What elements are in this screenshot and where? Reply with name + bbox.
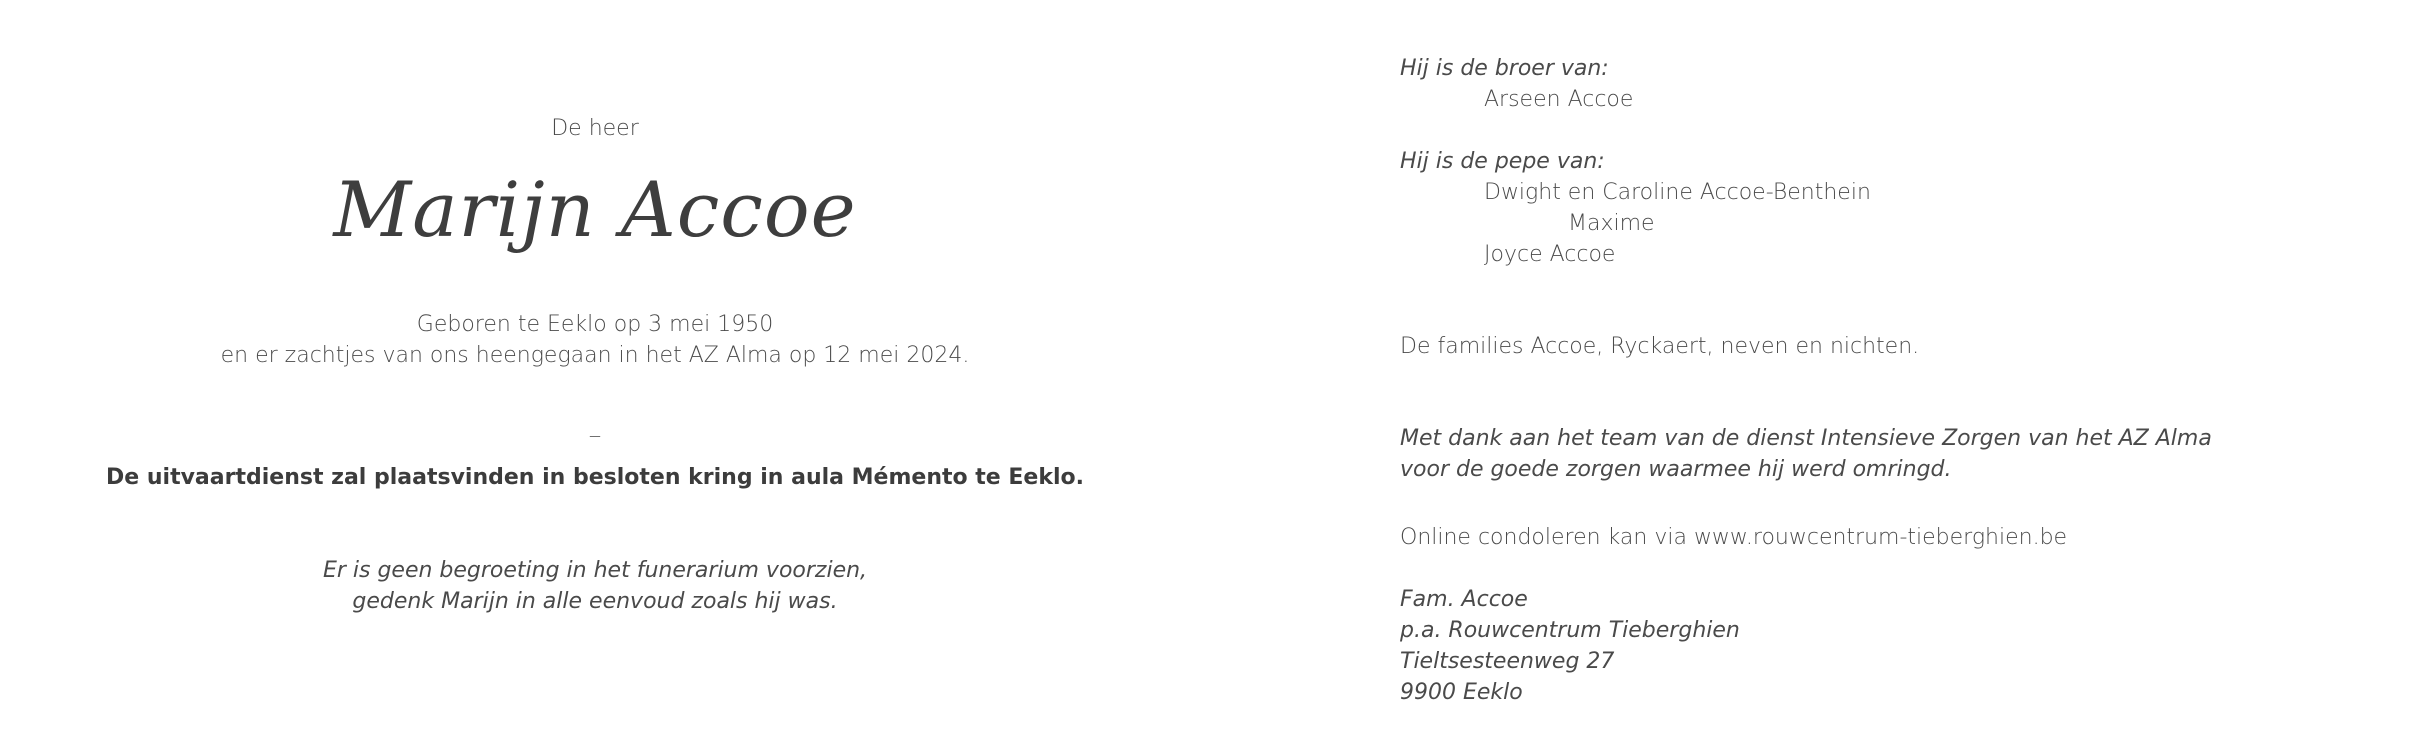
brother-name: Arseen Accoe	[1484, 87, 1634, 112]
grandfather-heading: Hij is de pepe van:	[1400, 149, 1605, 174]
birth-text: Geboren te Eeklo op 3 mei 1950	[416, 312, 774, 337]
grandchild-item: Dwight en Caroline Accoe-Benthein	[1484, 180, 1871, 205]
grandchild-item: Maxime	[1568, 211, 1655, 236]
visitation-note-line-2: gedenk Marijn in alle eenvoud zoals hij was.	[352, 589, 838, 614]
separator: _	[590, 413, 600, 437]
honorific: De heer	[551, 116, 639, 141]
address-line: 9900 Eeklo	[1400, 680, 1523, 705]
visitation-note-line-1: Er is geen begroeting in het funerarium voorzien,	[322, 558, 868, 583]
right-panel	[1400, 0, 2400, 754]
thanks-line-2: voor de goede zorgen waarmee hij werd omringd.	[1400, 457, 1952, 482]
left-panel	[0, 0, 1190, 754]
online-condolence-text: Online condoleren kan via www.rouwcentrum-tieberghien.be	[1400, 525, 2068, 550]
address-line: Fam. Accoe	[1400, 587, 1528, 612]
thanks-line-1: Met dank aan het team van de dienst Intensieve Zorgen van het AZ Alma	[1400, 426, 2212, 451]
families-text: De families Accoe, Ryckaert, neven en nichten.	[1400, 334, 1920, 359]
address-line: p.a. Rouwcentrum Tieberghien	[1400, 618, 1740, 643]
address-line: Tieltsesteenweg 27	[1400, 649, 1615, 674]
brother-heading: Hij is de broer van:	[1400, 56, 1609, 81]
deceased-name: Marijn Accoe	[333, 165, 857, 254]
grandchild-item: Joyce Accoe	[1484, 242, 1616, 267]
funeral-service-text: De uitvaartdienst zal plaatsvinden in besloten kring in aula Mémento te Eeklo.	[106, 465, 1084, 490]
death-text: en er zachtjes van ons heengegaan in het AZ Alma op 12 mei 2024.	[220, 343, 970, 368]
